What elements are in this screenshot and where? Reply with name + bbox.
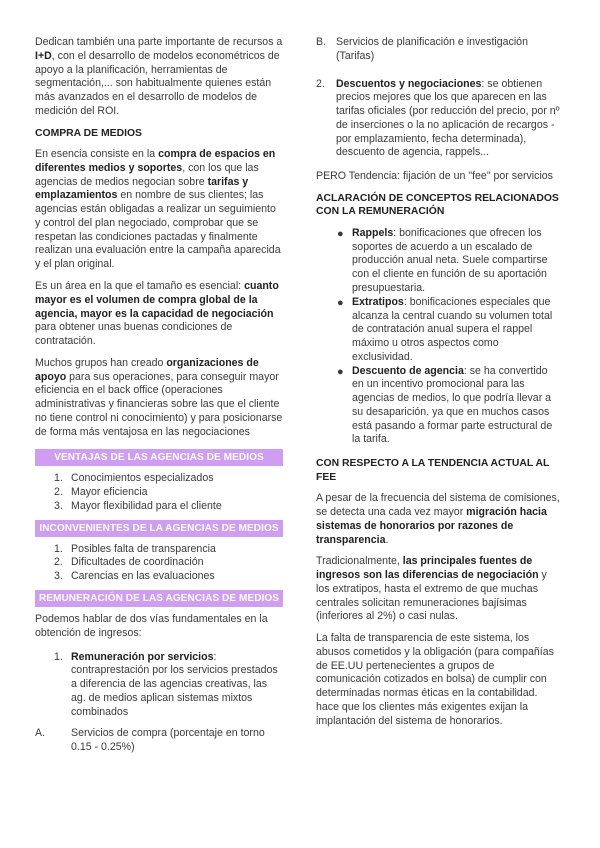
compra-paragraph-2: Es un área en la que el tamaño es esencial: cuanto mayor es el volumen de compra global de la agencia, mayor es la capacidad de negociación para obtener unas buenas condiciones de contratación. xyxy=(35,280,279,348)
compra-paragraph-3: Muchos grupos han creado organizaciones de apoyo para sus operaciones, para conseguir mayor eficiencia en el back office (operaciones administrativas y financieras sobre las que el cliente no tiene control ni conocimiento) y para posicionarse de forma más ventajosa en las negociaciones xyxy=(35,356,283,438)
compra-heading: COMPRA DE MEDIOS xyxy=(35,127,142,139)
conceptos-list xyxy=(316,227,562,447)
list-item: 3. Carencias en las evaluaciones xyxy=(54,570,215,583)
aclaracion-heading: ACLARACIÓN DE CONCEPTOS RELACIONADOS CON LA REMUNERACIÓN xyxy=(316,192,559,218)
remuneracion-banner: REMUNERACIÓN DE LAS AGENCIAS DE MEDIOS xyxy=(35,590,283,607)
inconvenientes-banner: INCONVENIENTES DE LA AGENCIAS DE MEDIOS xyxy=(35,520,283,537)
intro-paragraph: Dedican también una parte importante de recursos a I+D, con el desarrollo de modelos econométricos de apoyo a la planificación, herramientas de segmentación,... son habitualmente quienes están más avanzados en el desarrollo de modelos de medición del ROI. xyxy=(35,36,283,117)
list-item: 3. Mayor flexibilidad para el cliente xyxy=(54,499,222,512)
remuneracion-item-2: 2. Descuentos y negociaciones: se obtienen precios mejores que los que aparecen en las tarifas oficiales (por reducción del precio, por nº de inserciones o la no aplicación de recargos -por emplazamiento, fecha determinada), descuento de agencia, rappels... xyxy=(316,77,560,159)
list-item: ● Descuento de agencia: se ha convertido en un incentivo promocional para las agencias de medios, lo que podría llevar a su desaparición. ya que en muchos casos está pasando a formar parte estructural de la tarifa. xyxy=(337,364,553,446)
ventajas-list xyxy=(35,472,283,513)
tendencia-paragraph-2: Tradicionalmente, las principales fuentes de ingresos son las diferencias de negociación y los extratipos, hasta el extremo de que muchas centrales solicitan remuneraciones bajísimas (inferiores al 2%) o casi nulas. xyxy=(316,555,547,623)
inconvenientes-list xyxy=(35,543,283,584)
list-item: ● Rappels: bonificaciones que ofrecen los soportes de acuerdo a un escalado de producción anual neta. Suele compartirse con el cliente en función de su aportación presupuestaria. xyxy=(337,226,548,294)
list-item: 1. Conocimientos especializados xyxy=(54,472,214,485)
remuneracion-item-b: B. Servicios de planificación e investigación (Tarifas) xyxy=(316,36,528,62)
tendencia-heading: CON RESPECTO A LA TENDENCIA ACTUAL AL FEE xyxy=(316,458,550,483)
remuneracion-item-1: 1. Remuneración por servicios: contraprestación por los servicios prestados a diferencia de las agencias creativas, las ag. de medios aplican sistemas mixtos combinados xyxy=(54,650,278,718)
pero-tendencia: PERO Tendencia: fijación de un "fee" por servicios xyxy=(316,170,553,183)
remuneracion-item-a: A. Servicios de compra (porcentaje en torno 0.15 - 0.25%) xyxy=(35,727,265,754)
remuneracion-intro: Podemos hablar de dos vías fundamentales en la obtención de ingresos: xyxy=(35,613,268,639)
tendencia-paragraph-3: La falta de transparencia de este sistema, los abusos cometidos y la obligación (para compañías de EE.UU pertenecientes a grupos de comunicación cotizados en bolsa) de cumplir con determinadas normas éticas en la contabilidad. hace que los clientes más exigentes exijan la implantación del sistema de honorarios. xyxy=(316,632,554,727)
list-item: 1. Posibles falta de transparencia xyxy=(54,542,216,555)
list-item: ● Extratipos: bonificaciones especiales que alcanza la central cuando su volumen total de contratación anual supera el rappel máximo u otros aspectos como exclusividad. xyxy=(337,295,553,363)
tendencia-paragraph-1: A pesar de la frecuencia del sistema de comisiones, se detecta una cada vez mayor migración hacia sistemas de honorarios por razones de transparencia. xyxy=(316,492,560,546)
right-column xyxy=(316,36,562,736)
left-column xyxy=(35,36,283,755)
compra-paragraph-1: En esencia consiste en la compra de espacios en diferentes medios y soportes, con los que las agencias de medios negocian sobre tarifas y emplazamientos en nombre de sus clientes; las agencias están obligadas a realizar un seguimiento y control del plan negociado, comprobar que se respetan las condiciones pactadas y finalmente realizan una evaluación entre la campaña aparecida y el plan original. xyxy=(35,148,281,271)
list-item: 2. Dificultades de coordinación xyxy=(54,556,204,569)
ventajas-banner: VENTAJAS DE LAS AGENCIAS DE MEDIOS xyxy=(35,449,283,466)
list-item: 2. Mayor eficiencia xyxy=(54,486,148,499)
